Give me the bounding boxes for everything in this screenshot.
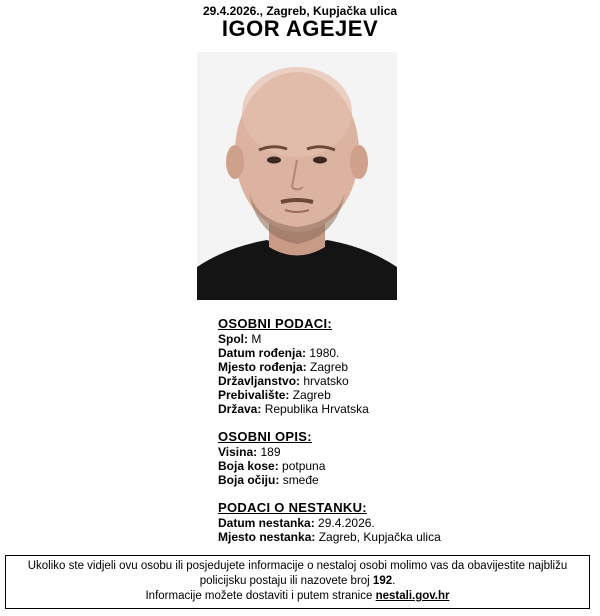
row-value: Zagreb [292, 388, 331, 402]
row-label: Mjesto rođenja: [218, 360, 307, 374]
person-photo [197, 52, 397, 300]
notice-line-3-text: Informacije možete dostaviti i putem stranice [145, 590, 376, 602]
personal-section [218, 317, 558, 416]
row-value: M [251, 332, 262, 346]
row-value: Zagreb, Kupjačka ulica [318, 530, 441, 544]
row-value: 29.4.2026. [318, 516, 375, 530]
row-value: 189 [260, 445, 281, 459]
description-row [218, 473, 558, 487]
row-label: Boja kose: [218, 459, 279, 473]
personal-row [218, 374, 558, 388]
row-label: Prebivalište: [218, 388, 290, 402]
row-label: Datum rođenja: [218, 346, 307, 360]
row-label: Država: [218, 402, 262, 416]
row-value: hrvatsko [303, 374, 349, 388]
personal-section-title: OSOBNI PODACI: [218, 316, 332, 331]
row-label: Visina: [218, 445, 258, 459]
personal-row [218, 388, 558, 402]
disappearance-section [218, 501, 558, 544]
notice-line-2-end: . [392, 575, 396, 587]
website-link[interactable]: nestali.gov.hr [375, 590, 450, 602]
notice-line-2 [6, 574, 589, 589]
personal-row [218, 360, 558, 374]
description-section [218, 430, 558, 487]
notice-line-1: Ukoliko ste vidjeli ovu osobu ili posjedujete informacije o nestaloj osobi molimo vas da obavijestite najbližu [27, 560, 568, 572]
row-label: Spol: [218, 332, 248, 346]
contact-notice-box [5, 555, 590, 609]
person-photo-icon [197, 52, 397, 300]
row-value: potpuna [282, 459, 326, 473]
personal-row [218, 402, 558, 416]
description-row [218, 445, 558, 459]
disappearance-row [218, 530, 558, 544]
personal-row [218, 346, 558, 360]
date-place-subtitle: 29.4.2026., Zagreb, Kupjačka ulica [202, 4, 398, 18]
row-label: Boja očiju: [218, 473, 280, 487]
row-label: Državljanstvo: [218, 374, 301, 388]
row-value: Zagreb [310, 360, 349, 374]
person-name: IGOR AGEJEV [221, 16, 379, 41]
row-value: smeđe [282, 473, 319, 487]
disappearance-row [218, 516, 558, 530]
description-section-title: OSOBNI OPIS: [218, 429, 312, 444]
description-row [218, 459, 558, 473]
personal-row [218, 332, 558, 346]
row-value: Republika Hrvatska [264, 402, 369, 416]
disappearance-section-title: PODACI O NESTANKU: [218, 500, 367, 515]
row-label: Datum nestanka: [218, 516, 315, 530]
notice-line-3 [6, 589, 589, 604]
notice-line-2-text: policijsku postaju ili nazovete broj [199, 575, 373, 587]
info-panel [218, 317, 558, 558]
row-label: Mjesto nestanka: [218, 530, 316, 544]
police-phone-number: 192 [372, 575, 393, 587]
row-value: 1980. [309, 346, 340, 360]
